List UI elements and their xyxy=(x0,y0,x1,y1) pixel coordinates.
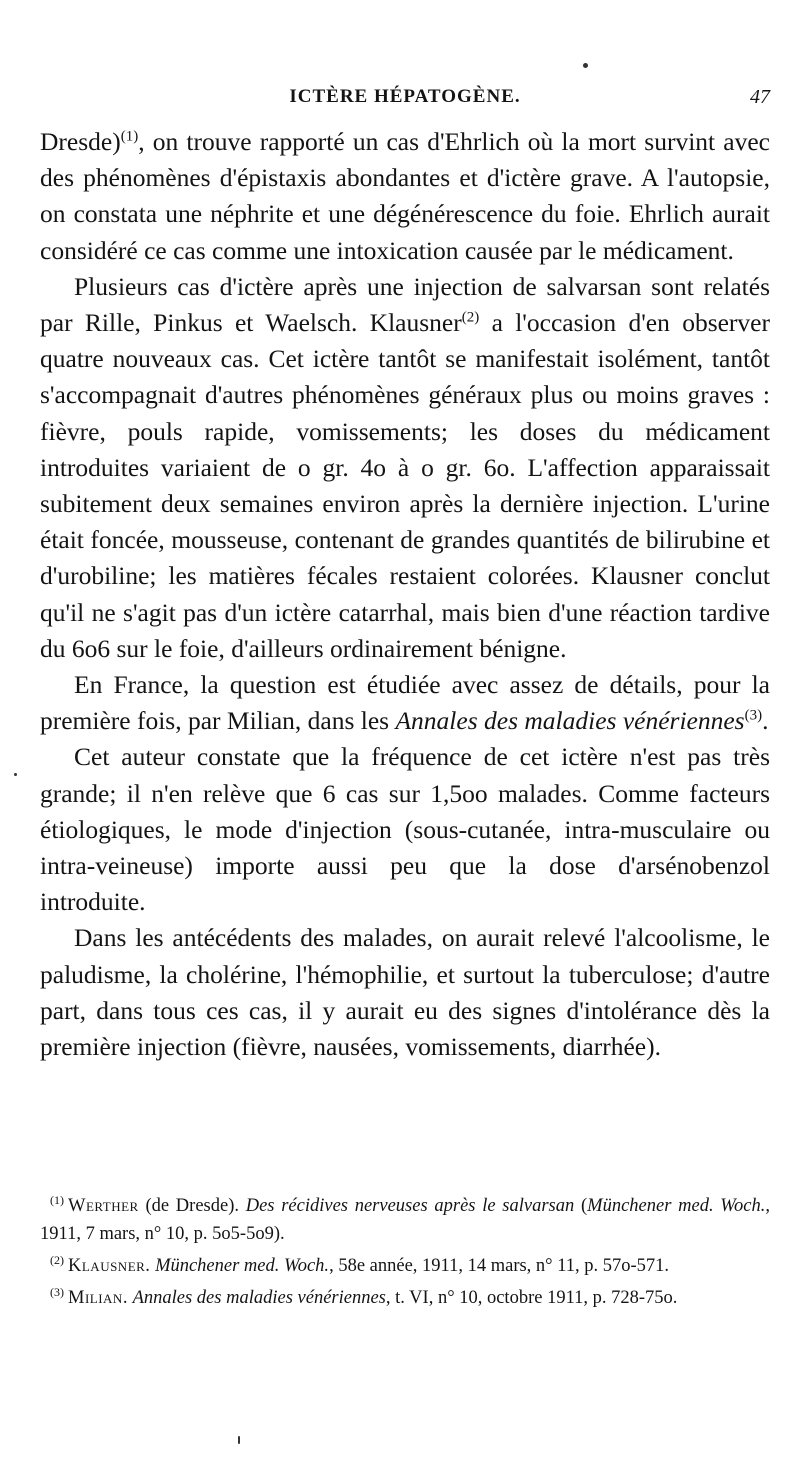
footnote-reference-1: (1) xyxy=(120,128,139,145)
footnote-number: (1) xyxy=(50,1192,64,1207)
footnote-journal: Münchener med. Woch. xyxy=(587,1196,766,1216)
paragraph-3-start: En France, la question est étudiée avec assez de détails, pour la première fois, par Milian, dans les xyxy=(40,670,770,736)
footnote-2 xyxy=(40,1252,770,1280)
paragraph-3-end: . xyxy=(762,706,769,736)
footnotes xyxy=(40,1192,770,1316)
paragraph-3 xyxy=(40,667,770,739)
footnote-journal: Annales des maladies vénériennes xyxy=(132,1288,386,1308)
ink-speck xyxy=(238,1436,240,1444)
footnote-author: Werther xyxy=(68,1196,139,1216)
footnote-number: (3) xyxy=(50,1284,64,1299)
paragraph-2-start: Plusieurs cas d'ictère après une injection de salvarsan sont relatés par Rille, Pinkus et Waelsch. Klausner xyxy=(40,271,770,338)
page-number: 47 xyxy=(750,86,770,108)
body-text xyxy=(40,124,770,1065)
paragraph-1-rest: , on trouve rapporté un cas d'Ehrlich où la mort survint avec des phénomènes d'épistaxis abondantes et d'ictère grave. A l'autopsie, on constata une néphrite et une dégénérescence du foie. Ehrlich aurait considéré ce cas comme une intoxication causée par le médicament. xyxy=(40,127,770,265)
paragraph-2 xyxy=(40,269,770,667)
ink-speck xyxy=(14,773,17,776)
footnote-reference-2: (2) xyxy=(461,309,480,326)
footnote-text: , 1911, 7 mars, n° 10, p. 5o5-5o9). xyxy=(40,1196,770,1244)
footnote-journal: Münchener med. Woch. xyxy=(155,1256,330,1276)
paragraph-1-start: Dresde) xyxy=(40,127,121,156)
footnote-text: ( xyxy=(574,1196,588,1216)
paragraph-5: Dans les antécédents des malades, on aurait relevé l'alcoolisme, le paludisme, la cholérine, l'hémophilie, et surtout la tuberculose; d'autre part, dans tous ces cas, il y aurait eu des signes d'intolérance dès la première injection (fièvre, nausées, vomissements, diarrhée). xyxy=(40,923,770,1062)
footnote-author: Klausner. xyxy=(68,1256,151,1276)
paragraph-2-rest: a l'occasion d'en observer quatre nouveaux cas. Cet ictère tantôt se manifestait isolément, tantôt s'accompagnait d'autres phénomènes généraux plus ou moins graves : fièvre, pouls rapide, vomissements; les doses du médicament introduites variaient de o gr. 4o à o gr. 6o. L'affection apparaissait subitement deux semaines environ après la dernière injection. L'urine était foncée, mousseuse, contenant de grandes quantités de bilirubine et d'urobiline; les matières fécales restaient colorées. Klausner conclut qu'il ne s'agit pas d'un ictère catarrhal, mais bien d'une réaction tardive du 6o6 sur le foie, d'ailleurs ordinairement bénigne. xyxy=(40,308,770,663)
journal-title: Annales des maladies vénériennes xyxy=(395,706,745,736)
ink-speck xyxy=(583,63,588,68)
footnote-text: (de Dresde). xyxy=(138,1196,246,1216)
footnote-author: Milian. xyxy=(68,1288,128,1308)
footnote-number: (2) xyxy=(50,1252,64,1267)
running-title: ICTÈRE HÉPATOGÈNE. xyxy=(289,86,521,107)
page-header xyxy=(40,86,770,114)
footnote-1 xyxy=(40,1192,770,1248)
footnote-reference-3: (3) xyxy=(744,707,763,724)
footnote-3 xyxy=(40,1284,770,1312)
footnote-article-title: Des récidives nerveuses après le salvarsan xyxy=(245,1196,575,1216)
paragraph-4: Cet auteur constate que la fréquence de cet ictère n'est pas très grande; il n'en relève que 6 cas sur 1,5oo malades. Comme facteurs étiologiques, le mode d'injection (sous-cutanée, intra-musculaire ou intra-veineuse) importe aussi peu que la dose d'arsénobenzol introduite. xyxy=(40,742,770,917)
footnote-text: , 58e année, 1911, 14 mars, n° 11, p. 57o-571. xyxy=(329,1256,670,1276)
paragraph-1 xyxy=(40,124,770,269)
footnote-text: , t. VI, n° 10, octobre 1911, p. 728-75o. xyxy=(385,1288,678,1308)
